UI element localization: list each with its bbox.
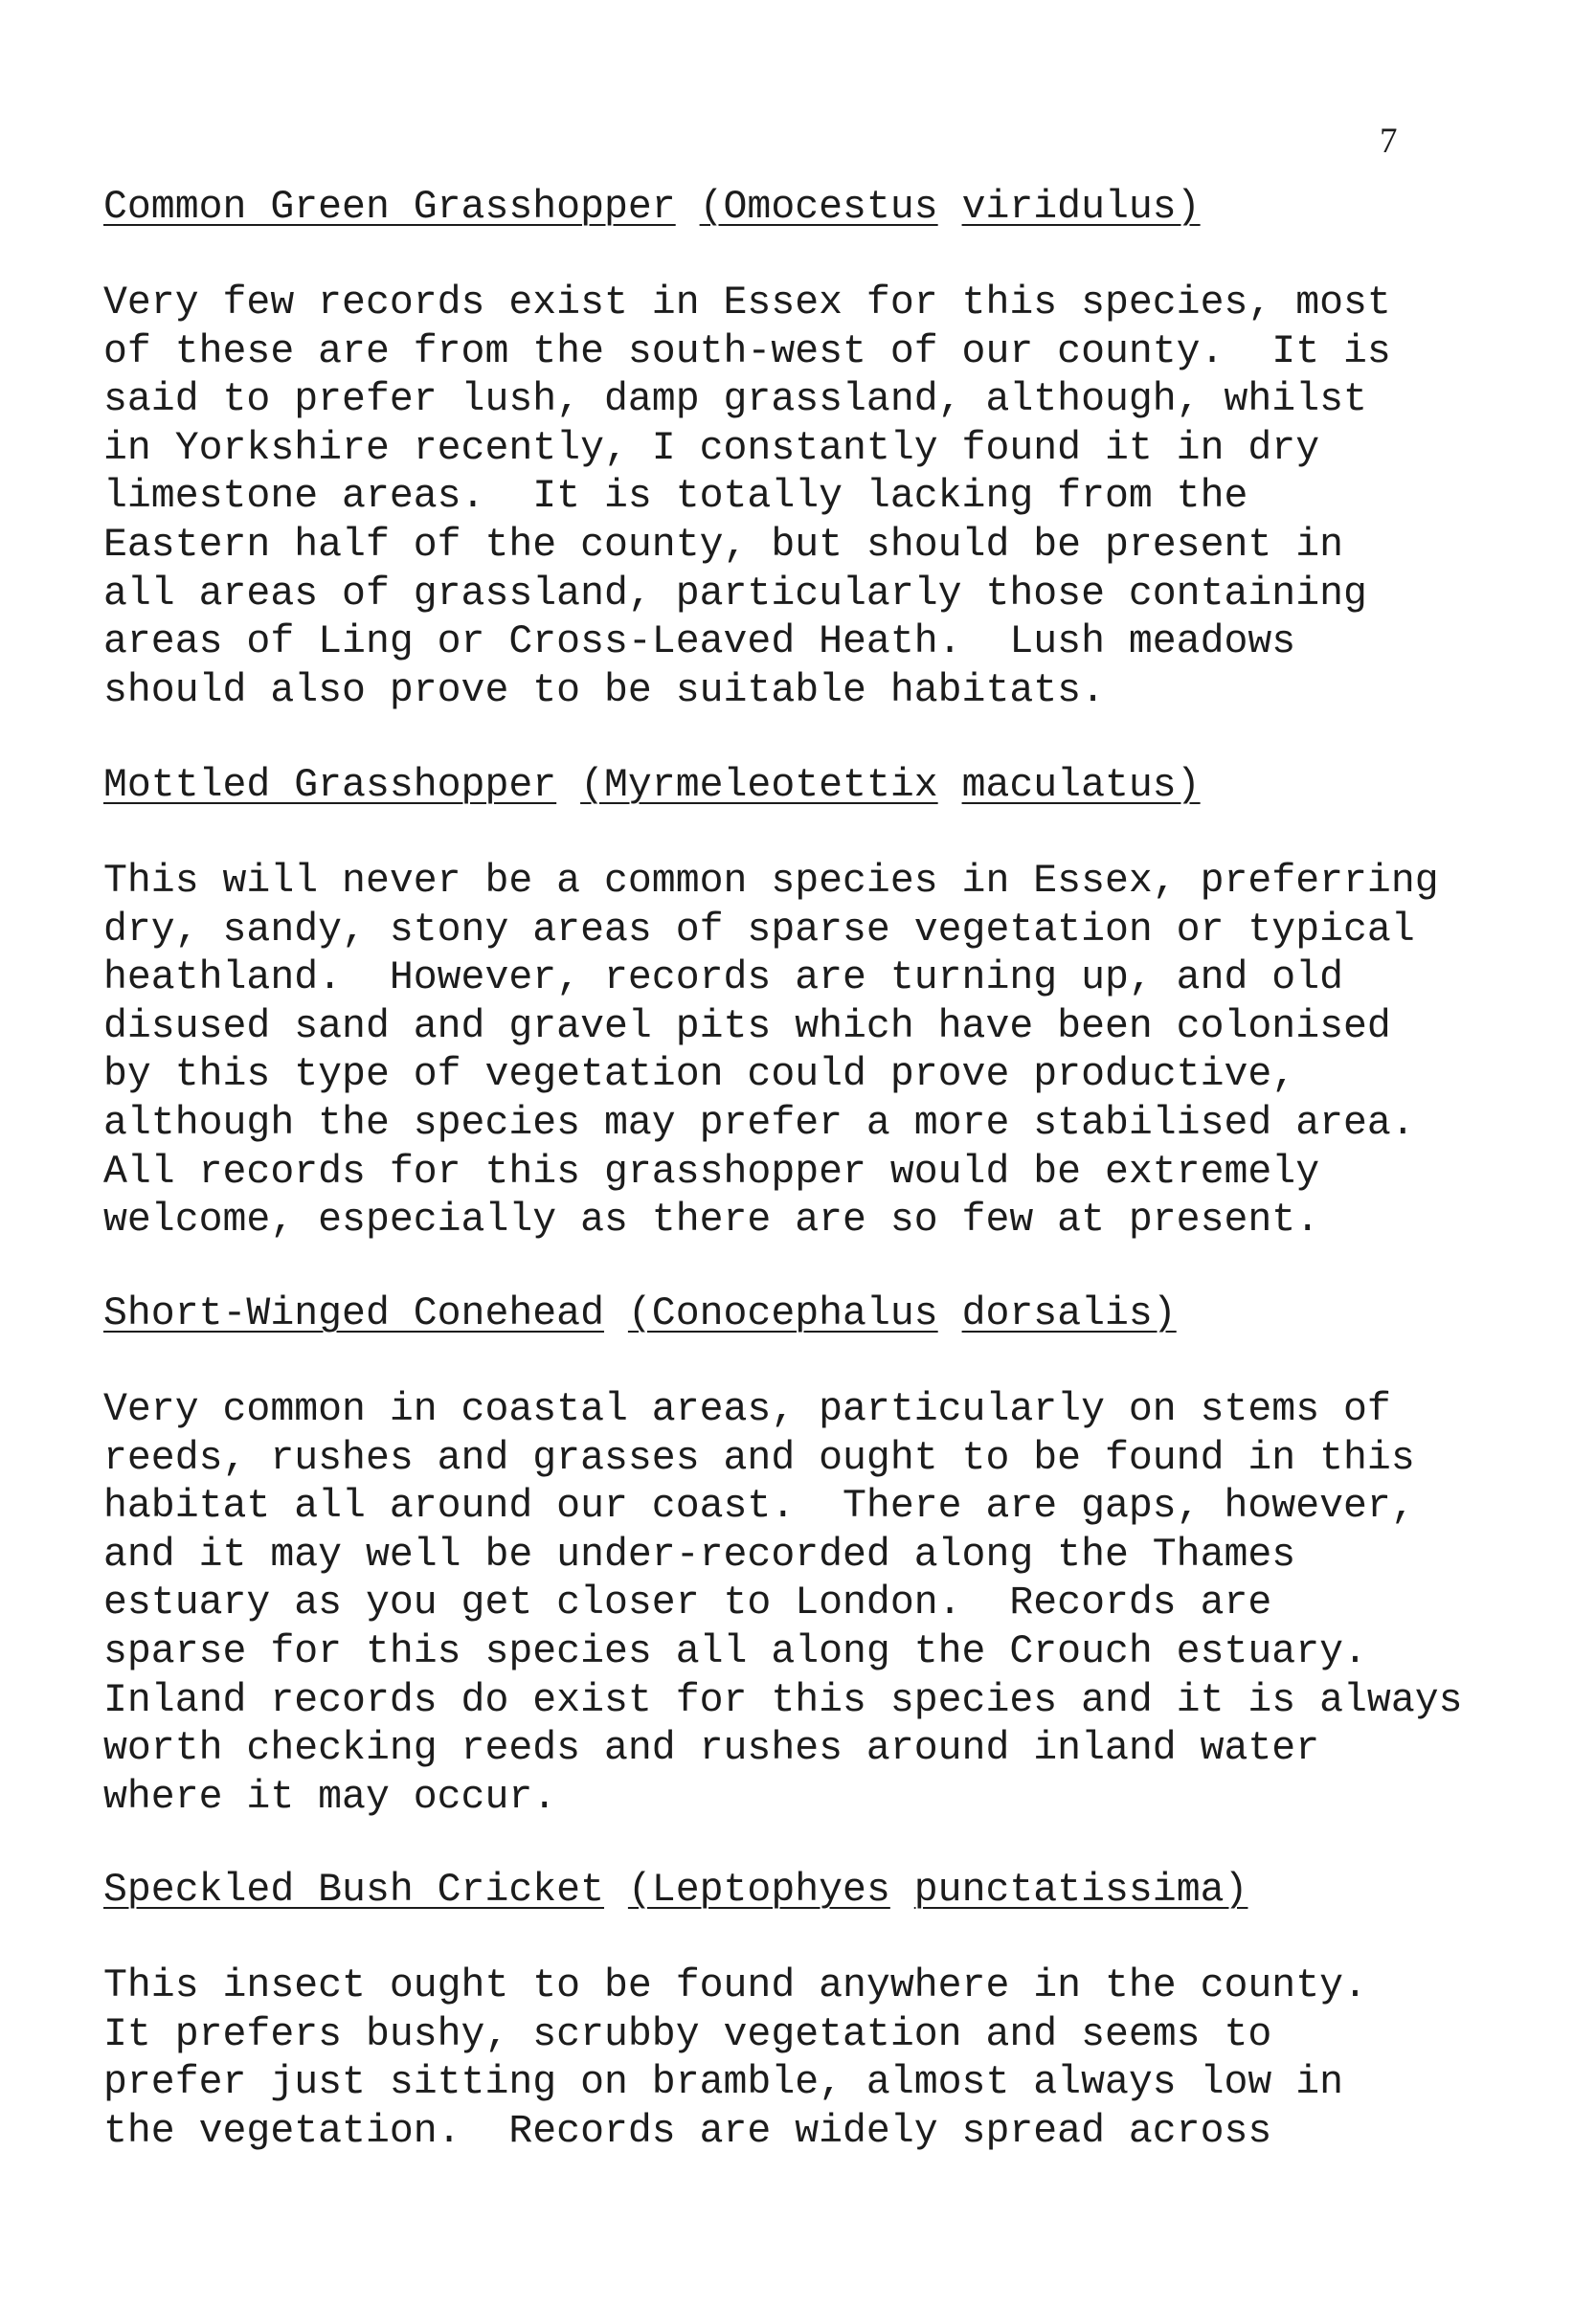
- latin-genus: (Omocestus: [699, 185, 938, 230]
- text-line: the vegetation. Records are widely spread across: [103, 2108, 1272, 2154]
- text-line: Eastern half of the county, but should be present in: [103, 522, 1344, 568]
- text-line: dry, sandy, stony areas of sparse vegetation or typical: [103, 907, 1415, 953]
- text-line: welcome, especially as there are so few at present.: [103, 1198, 1320, 1244]
- text-line: It prefers bushy, scrubby vegetation and seems to: [103, 2011, 1272, 2057]
- text-line: disused sand and gravel pits which have been colonised: [103, 1003, 1391, 1049]
- text-line: although the species may prefer a more stabilised area.: [103, 1100, 1415, 1146]
- section-mottled-grasshopper: [103, 761, 1578, 1245]
- text-line: all areas of grassland, particularly those containing: [103, 571, 1367, 616]
- text-line: areas of Ling or Cross-Leaved Heath. Lush meadows: [103, 619, 1296, 665]
- text-line: reeds, rushes and grasses and ought to be found in this: [103, 1435, 1415, 1481]
- text-line: prefer just sitting on bramble, almost always low in: [103, 2060, 1344, 2106]
- latin-species: dorsalis): [961, 1291, 1177, 1336]
- page-number: 7: [1380, 122, 1398, 161]
- text-line: by this type of vegetation could prove productive,: [103, 1052, 1296, 1098]
- species-heading: [103, 1866, 1578, 1915]
- text-line: and it may well be under-recorded along the Thames: [103, 1532, 1296, 1578]
- text-line: heathland. However, records are turning up, and old: [103, 955, 1344, 1001]
- text-line: where it may occur.: [103, 1774, 557, 1820]
- latin-genus: (Myrmeleotettix: [580, 763, 938, 808]
- latin-genus: (Conocephalus: [627, 1291, 938, 1336]
- species-paragraph: [103, 1386, 1578, 1822]
- text-line: said to prefer lush, damp grassland, although, whilst: [103, 377, 1367, 423]
- text-line: This insect ought to be found anywhere in the county.: [103, 1963, 1367, 2008]
- section-common-green-grasshopper: [103, 183, 1578, 715]
- text-line: sparse for this species all along the Crouch estuary.: [103, 1628, 1367, 1674]
- text-line: limestone areas. It is totally lacking from the: [103, 474, 1248, 520]
- section-short-winged-conehead: [103, 1289, 1578, 1822]
- text-line: Very common in coastal areas, particularly on stems of: [103, 1387, 1391, 1432]
- common-name: Common Green Grasshopper: [103, 185, 676, 230]
- common-name: Speckled Bush Cricket: [103, 1868, 604, 1913]
- species-heading: [103, 761, 1578, 810]
- common-name: Mottled Grasshopper: [103, 763, 557, 808]
- text-line: should also prove to be suitable habitats.: [103, 667, 1105, 713]
- text-line: All records for this grasshopper would be extremely: [103, 1149, 1320, 1195]
- text-line: This will never be a common species in Essex, preferring: [103, 859, 1439, 904]
- text-line: in Yorkshire recently, I constantly found it in dry: [103, 425, 1320, 471]
- latin-species: viridulus): [961, 185, 1201, 230]
- species-paragraph: [103, 1962, 1578, 2156]
- text-line: Very few records exist in Essex for this species, most: [103, 280, 1391, 325]
- species-paragraph: [103, 858, 1578, 1245]
- text-line: worth checking reeds and rushes around inland water: [103, 1726, 1320, 1772]
- section-speckled-bush-cricket: [103, 1866, 1578, 2156]
- latin-species: maculatus): [961, 763, 1201, 808]
- species-paragraph: [103, 280, 1578, 715]
- latin-genus: (Leptophyes: [627, 1868, 890, 1913]
- species-heading: [103, 1289, 1578, 1338]
- text-line: habitat all around our coast. There are gaps, however,: [103, 1484, 1415, 1530]
- common-name: Short-Winged Conehead: [103, 1291, 604, 1336]
- text-line: estuary as you get closer to London. Records are: [103, 1580, 1272, 1626]
- species-heading: [103, 183, 1578, 232]
- latin-species: punctatissima): [913, 1868, 1248, 1913]
- text-line: of these are from the south-west of our county. It is: [103, 328, 1391, 374]
- text-line: Inland records do exist for this species and it is always: [103, 1677, 1463, 1723]
